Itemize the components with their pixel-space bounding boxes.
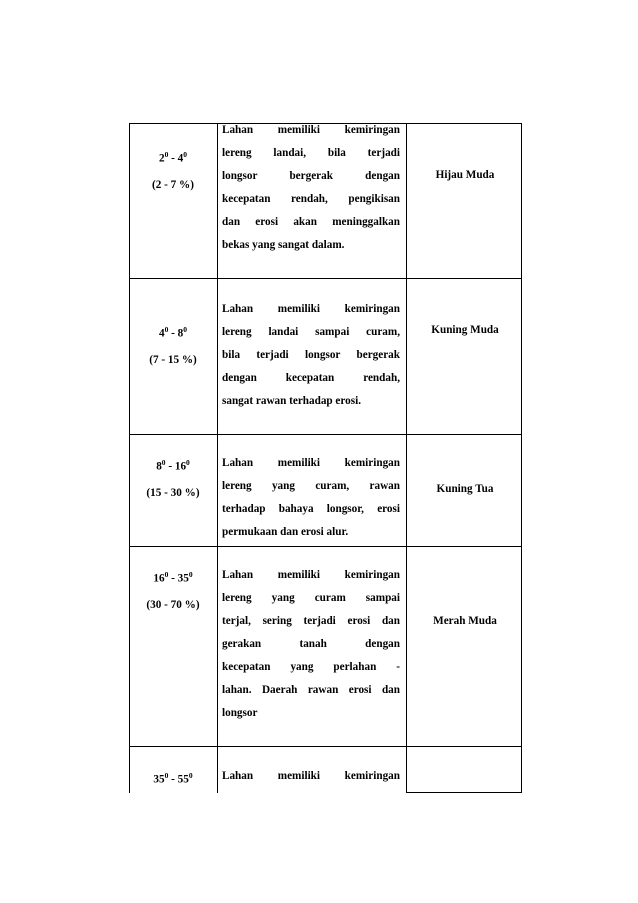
table-row [129,142,217,198]
table-row [129,562,217,618]
table-column-divider [217,123,218,793]
map-color-label: Hijau Muda [435,169,495,181]
slope-percent-range: (7 - 15 %) [149,353,197,366]
table-row-divider [129,278,522,279]
slope-description: Lahan memiliki kemiringan lereng yang curam, rawan terhadap bahaya longsor, erosi permukaan dan erosi alur. [222,457,400,538]
table-row [129,450,217,506]
slope-degree-range: $8^0 - 16^0$ [156,458,190,473]
table-column-divider [406,123,407,793]
table-row-divider [129,546,522,547]
map-color-label: Kuning Muda [431,324,499,336]
slope-description: Lahan memiliki kemiringan lereng landai sampai curam, bila terjadi longsor bergerak dengan kecepatan rendah, sangat rawan terhadap erosi. [222,303,400,407]
table-row-divider [129,434,522,435]
map-color-label: Kuning Tua [436,483,494,495]
table-border-right [521,123,522,793]
map-color-label: Merah Muda [433,615,497,627]
slope-classification-table [129,123,522,793]
slope-description: Lahan memiliki kemiringan lereng yang curam sampai terjal, sering terjadi erosi dan gerakan tanah dengan kecepatan yang perlahan - lahan. Daerah rawan erosi dan longsor [222,569,400,719]
slope-degree-range: $35^0 - 55^0$ [153,771,193,786]
slope-percent-range: (30 - 70 %) [146,598,200,611]
table-cell-bottom-border [406,792,522,793]
slope-description: Lahan memiliki kemiringan [222,770,400,782]
table-row [129,317,217,373]
slope-degree-range: $2^0 - 4^0$ [158,150,187,165]
slope-degree-range: $16^0 - 35^0$ [153,570,193,585]
slope-degree-range: $4^0 - 8^0$ [158,325,187,340]
slope-percent-range: (15 - 30 %) [146,486,200,499]
table-row [129,763,217,793]
slope-percent-range: (2 - 7 %) [152,178,194,191]
table-row-divider [129,746,522,747]
slope-description: Lahan memiliki kemiringan lereng landai, bila terjadi longsor bergerak dengan kecepatan rendah, pengikisan dan erosi akan meninggalkan bekas yang sangat dalam. [222,124,400,251]
